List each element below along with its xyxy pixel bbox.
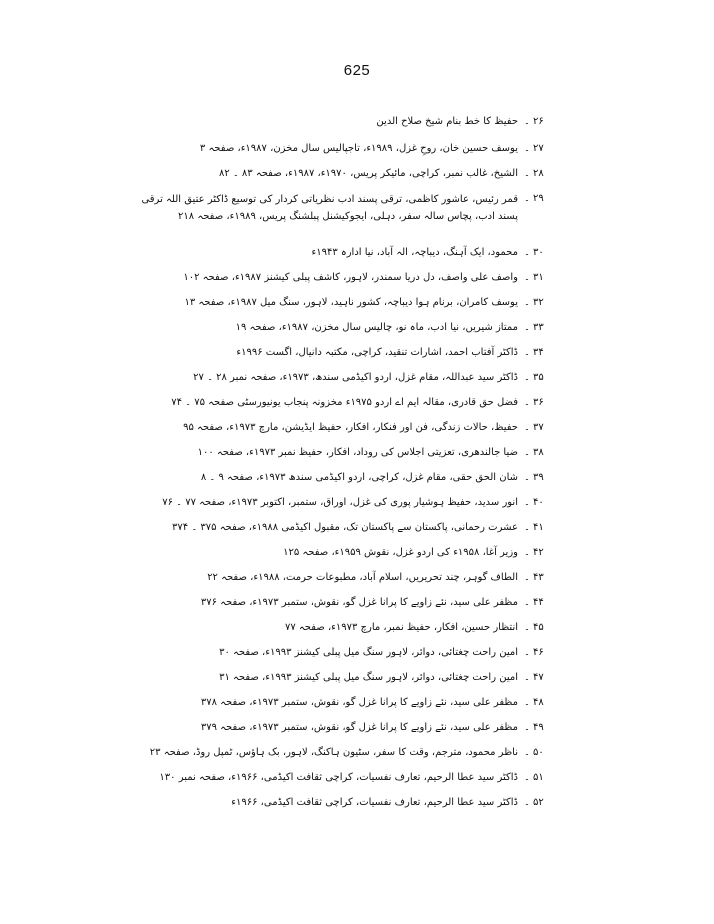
footnote-text: محمود، ایک آہنگ، دیباچہ، الہ آباد، نیا ادارہ ۱۹۴۳ء <box>311 247 518 258</box>
footnote-number: ۳۲ ۔ <box>524 297 544 308</box>
footnote-entry <box>0 189 714 222</box>
footnote-text: امین راحت چغتائی، دوائر، لاہور سنگ میل پبلی کیشنز ۱۹۹۳ء، صفحہ ۳۰ <box>219 647 518 658</box>
footnote-number: ۳۳ ۔ <box>524 322 544 333</box>
footnote-entry <box>0 743 714 767</box>
footnote-number: ۲۶ ۔ <box>524 116 544 127</box>
footnote-number: ۳۷ ۔ <box>524 422 544 433</box>
footnote-entry <box>0 668 714 692</box>
footnote-number: ۵۲ ۔ <box>524 797 544 808</box>
footnote-entry <box>0 568 714 592</box>
footnote-entry <box>0 164 714 188</box>
footnote-number: ۴۷ ۔ <box>524 672 544 683</box>
footnote-text: ضیا جالندھری، تعزیتی اجلاس کی روداد، افکار، حفیظ نمبر ۱۹۷۳ء، صفحہ ۱۰۰ <box>197 447 518 458</box>
footnote-entry <box>0 618 714 642</box>
footnote-number: ۳۶ ۔ <box>524 397 544 408</box>
footnote-number: ۳۴ ۔ <box>524 347 544 358</box>
footnote-entry <box>0 518 714 542</box>
footnote-number: ۳۰ ۔ <box>524 247 544 258</box>
footnote-number: ۴۳ ۔ <box>524 572 544 583</box>
footnote-number: ۳۹ ۔ <box>524 472 544 483</box>
footnote-text: فضل حق قادری، مقالہ ایم اے اردو ۱۹۷۵ء مخزونہ پنجاب یونیورسٹی صفحہ ۷۵ ۔ ۷۴ <box>171 397 518 408</box>
footnote-text: ممتاز شیریں، نیا ادب، ماہ نو، چالیس سال مخزن، ۱۹۸۷ء، صفحہ ۱۹ <box>235 322 518 333</box>
footnote-entry <box>0 343 714 367</box>
footnote-entry <box>0 643 714 667</box>
footnote-entry <box>0 793 714 817</box>
footnote-number: ۵۰ ۔ <box>524 747 544 758</box>
footnote-number: ۴۲ ۔ <box>524 547 544 558</box>
footnote-text: عشرت رحمانی، پاکستان سے پاکستان تک، مقبول اکیڈمی ۱۹۸۸ء، صفحہ ۳۷۵ ۔ ۳۷۴ <box>172 522 518 533</box>
footnote-number: ۴۰ ۔ <box>524 497 544 508</box>
footnote-text: ناظر محمود، مترجم، وقت کا سفر، سٹیون ہاکنگ، لاہور، بک ہاؤس، ٹمپل روڈ، صفحہ ۲۳ <box>149 747 518 758</box>
footnote-text: ڈاکٹر سید عطا الرحیم، تعارف نفسیات، کراچی ثقافت اکیڈمی، ۱۹۶۶ء، صفحہ نمبر ۱۳۰ <box>159 772 518 783</box>
footnote-text: قمر رئیس، عاشور کاظمی، ترقی پسند ادب نظریاتی کردار کی توسیع ڈاکٹر عتیق اللہ ترقی پسند ادب، پچاس سالہ سفر، دہلی، ایجوکیشنل پبلشنگ پریس، ۱۹۸۹ء، صفحہ ۲۱۸ <box>141 194 518 222</box>
footnote-entry <box>0 468 714 492</box>
footnote-number: ۲۹ ۔ <box>524 193 544 204</box>
footnote-number: ۲۷ ۔ <box>524 143 544 154</box>
footnote-number: ۳۵ ۔ <box>524 372 544 383</box>
footnote-text: یوسف حسین خان، روحِ غزل، ۱۹۸۹ء، تاجپالیس سال مخزن، ۱۹۸۷ء، صفحہ ۳ <box>199 143 518 154</box>
footnote-text: حفیظ، حالات زندگی، فن اور فنکار، افکار، حفیظ ایڈیشن، مارچ ۱۹۷۳ء، صفحہ ۹۵ <box>183 422 518 433</box>
footnote-entry <box>0 768 714 792</box>
footnote-text: الطاف گوہر، چند تحریریں، اسلام آباد، مطبوعات حرمت، ۱۹۸۸ء، صفحہ ۲۲ <box>207 572 518 583</box>
footnote-number: ۴۴ ۔ <box>524 597 544 608</box>
footnote-entry <box>0 543 714 567</box>
footnote-entry <box>0 418 714 442</box>
footnote-number: ۴۶ ۔ <box>524 647 544 658</box>
footnote-entry <box>0 268 714 292</box>
footnote-text: حفیظ کا خط بنام شیخ صلاح الدین <box>376 116 518 127</box>
footnote-text: انور سدید، حفیظ ہوشیار پوری کی غزل، اوراق، ستمبر، اکتوبر ۱۹۷۳ء، صفحہ ۷۷ ۔ ۷۶ <box>162 497 518 508</box>
footnote-text: واصف علی واصف، دل دریا سمندر، لاہور، کاشف پبلی کیشنز ۱۹۸۷ء، صفحہ ۱۰۲ <box>183 272 518 283</box>
footnote-entry <box>0 443 714 467</box>
footnote-text: وزیر آغا، ۱۹۵۸ء کی اردو غزل، نقوش ۱۹۵۹ء، صفحہ ۱۲۵ <box>283 547 518 558</box>
footnote-number: ۴۵ ۔ <box>524 622 544 633</box>
footnote-text: ڈاکٹر آفتاب احمد، اشارات تنقید، کراچی، مکتبہ دانیال، اگست ۱۹۹۶ء <box>236 347 518 358</box>
footnote-entry <box>0 368 714 392</box>
footnote-entry <box>0 393 714 417</box>
footnote-text: شان الحق حقی، مقام غزل، کراچی، اردو اکیڈمی سندھ ۱۹۷۳ء، صفحہ ۹ ۔ ۸ <box>200 472 518 483</box>
footnote-entry <box>0 139 714 163</box>
footnote-entry <box>0 718 714 742</box>
footnote-text: مظفر علی سید، نئے زاویے کا پرانا غزل گو، نقوش، ستمبر ۱۹۷۳ء، صفحہ ۳۷۸ <box>200 697 518 708</box>
footnote-entry <box>0 593 714 617</box>
page-number: 625 <box>343 62 371 79</box>
footnote-entry <box>0 243 714 267</box>
footnote-number: ۵۱ ۔ <box>524 772 544 783</box>
footnote-text: انتظار حسین، افکار، حفیظ نمبر، مارچ ۱۹۷۳ء، صفحہ ۷۷ <box>284 622 518 633</box>
footnote-number: ۴۱ ۔ <box>524 522 544 533</box>
footnote-text: امین راحت چغتائی، دوائر، لاہور سنگ میل پبلی کیشنز ۱۹۹۳ء، صفحہ ۳۱ <box>219 672 518 683</box>
footnote-text: الشیخ، غالب نمبر، کراچی، مائیکر پریس، ۱۹۷۰ء، ۱۹۸۷ء، صفحہ ۸۳ ۔ ۸۲ <box>218 168 518 179</box>
footnote-number: ۲۸ ۔ <box>524 168 544 179</box>
footnote-text: مظفر علی سید، نئے زاویے کا پرانا غزل گو، نقوش، ستمبر ۱۹۷۳ء، صفحہ ۳۷۹ <box>200 722 518 733</box>
footnote-entry <box>0 112 714 136</box>
footnote-text: مظفر علی سید، نئے زاویے کا پرانا غزل گو، نقوش، ستمبر ۱۹۷۳ء، صفحہ ۳۷۶ <box>200 597 518 608</box>
footnote-text: ڈاکٹر سید عبداللہ، مقام غزل، اردو اکیڈمی سندھ، ۱۹۷۳ء، صفحہ نمبر ۲۸ ۔ ۲۷ <box>193 372 518 383</box>
footnote-number: ۳۱ ۔ <box>524 272 544 283</box>
footnote-number: ۳۸ ۔ <box>524 447 544 458</box>
footnote-entry <box>0 318 714 342</box>
footnote-text: ڈاکٹر سید عطا الرحیم، تعارف نفسیات، کراچی ثقافت اکیڈمی، ۱۹۶۶ء <box>231 797 518 808</box>
footnote-text: یوسف کامران، برنام ہوا دیباچہ، کشور ناہید، لاہور، سنگ میل ۱۹۸۷ء، صفحہ ۱۳ <box>184 297 518 308</box>
footnote-number: ۴۹ ۔ <box>524 722 544 733</box>
footnote-entry <box>0 293 714 317</box>
footnote-number: ۴۸ ۔ <box>524 697 544 708</box>
footnote-entry <box>0 693 714 717</box>
footnote-entry <box>0 493 714 517</box>
